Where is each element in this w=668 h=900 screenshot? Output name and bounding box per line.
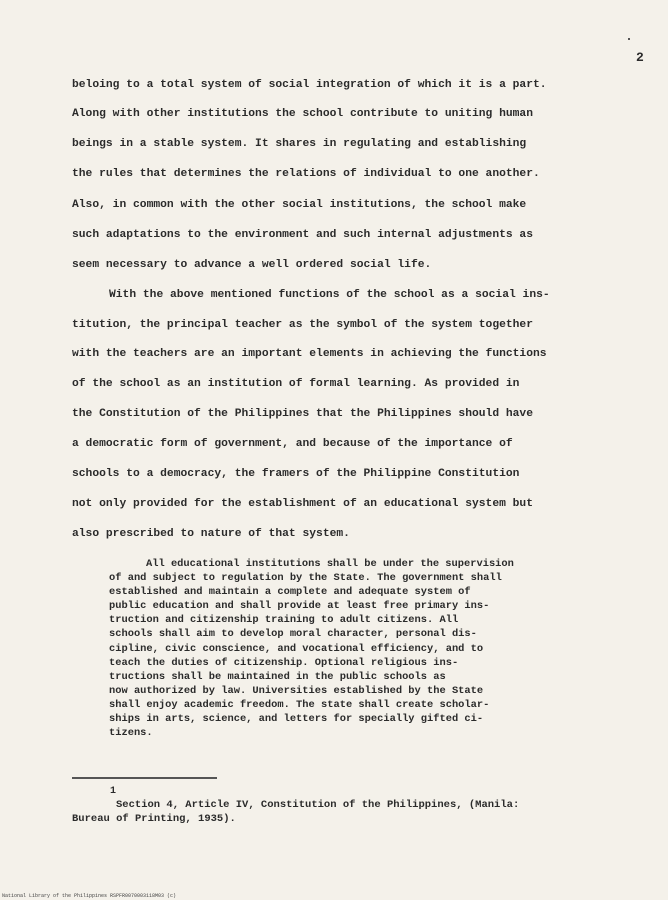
quote-line: All educational institutions shall be under the supervision xyxy=(146,558,514,570)
quote-line: tizens. xyxy=(109,727,153,739)
paragraph-2-line: not only provided for the establishment of an educational system but xyxy=(72,498,533,510)
page-number: 2 xyxy=(636,50,644,65)
footnote-rule xyxy=(72,777,217,779)
paragraph-2-line: the Constitution of the Philippines that the Philippines should have xyxy=(72,408,533,420)
quote-line: schools shall aim to develop moral character, personal dis- xyxy=(109,628,477,640)
quote-line: established and maintain a complete and adequate system of xyxy=(109,586,471,598)
paragraph-1-line: beloing to a total system of social integration of which it is a part. xyxy=(72,79,547,91)
paragraph-1-line: the rules that determines the relations of individual to one another. xyxy=(72,168,540,180)
quote-line: public education and shall provide at least free primary ins- xyxy=(109,600,490,612)
paragraph-1-line: Along with other institutions the school contribute to uniting human xyxy=(72,108,533,120)
archive-footer: National Library of the Philippines RSPFR0070003118M03 (c) xyxy=(2,893,177,899)
paragraph-2-line: also prescribed to nature of that system. xyxy=(72,528,350,540)
scan-mark xyxy=(628,38,630,40)
footnote-marker: 1 xyxy=(110,786,117,797)
quote-line: ships in arts, science, and letters for specially gifted ci- xyxy=(109,713,484,725)
paragraph-2-line: of the school as an institution of formal learning. As provided in xyxy=(72,378,520,390)
quote-line: now authorized by law. Universities established by the State xyxy=(109,685,484,697)
footnote-line: Bureau of Printing, 1935). xyxy=(72,813,236,825)
paragraph-2-line: With the above mentioned functions of the school as a social ins- xyxy=(109,289,550,301)
footnote-line: Section 4, Article IV, Constitution of the Philippines, (Manila: xyxy=(116,799,520,811)
quote-line: truction and citizenship training to adult citizens. All xyxy=(109,614,459,626)
quote-line: cipline, civic conscience, and vocational efficiency, and to xyxy=(109,643,484,655)
paragraph-1-line: Also, in common with the other social institutions, the school make xyxy=(72,199,527,211)
paragraph-1-line: beings in a stable system. It shares in regulating and establishing xyxy=(72,138,527,150)
quote-line: shall enjoy academic freedom. The state shall create scholar- xyxy=(109,699,490,711)
paragraph-1-line: such adaptations to the environment and such internal adjustments as xyxy=(72,229,533,241)
quote-line: teach the duties of citizenship. Optional religious ins- xyxy=(109,657,459,669)
paragraph-1-line: seem necessary to advance a well ordered social life. xyxy=(72,259,432,271)
paragraph-2-line: titution, the principal teacher as the symbol of the system together xyxy=(72,319,533,331)
paragraph-2-line: schools to a democracy, the framers of the Philippine Constitution xyxy=(72,468,520,480)
paragraph-2-line: a democratic form of government, and because of the importance of xyxy=(72,438,513,450)
paragraph-2-line: with the teachers are an important elements in achieving the functions xyxy=(72,348,547,360)
quote-line: of and subject to regulation by the State. The government shall xyxy=(109,572,502,584)
quote-line: tructions shall be maintained in the public schools as xyxy=(109,671,446,683)
